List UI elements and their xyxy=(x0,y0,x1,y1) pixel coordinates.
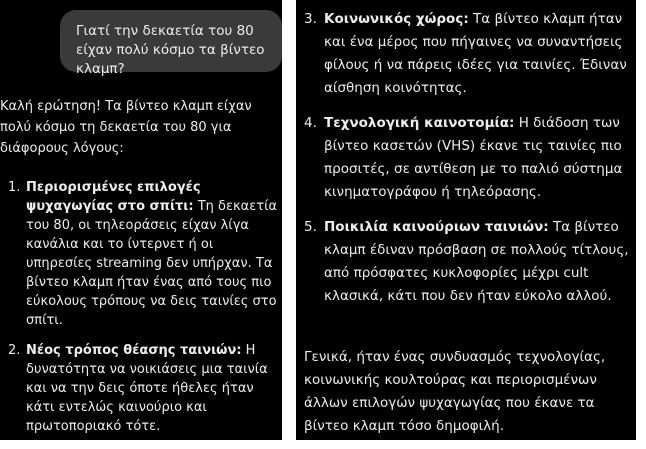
list-item-title: Τεχνολογική καινοτομία: xyxy=(324,115,515,131)
list-item-text: Τη δεκαετία του 80, οι τηλεοράσεις είχαν λίγα κανάλια και το ίντερνετ ή οι υπηρεσίες streaming δεν υπήρχαν. Τα βίντεο κλαμπ ήταν ένας από τους πιο εύκολους τρόπους να δεις ταινίες στο σπίτι. xyxy=(26,199,278,328)
user-message-text: Γιατί την δεκαετία του 80 είχαν πολύ κόσμο τα βίντεο κλαμπ? xyxy=(76,23,265,77)
list-item-number: 2. xyxy=(8,343,21,358)
reasons-list-part-2 xyxy=(304,8,636,320)
list-item xyxy=(304,216,636,308)
list-item-number: 4. xyxy=(304,115,317,131)
list-item xyxy=(0,178,282,330)
list-item-text: Η διάδοση των βίντεο κασετών (VHS) έκανε τις ταινίες πιο προσιτές, σε αντίθεση με το παλιό σύστημα κινηματογράφου ή τηλεόρασης. xyxy=(324,115,623,200)
list-item xyxy=(304,8,636,100)
list-item xyxy=(304,112,636,204)
list-item-text: Η δυνατότητα να νοικιάσεις μια ταινία και να την δεις όποτε ήθελες ήταν κάτι εντελώς καινούριο και πρωτοποριακό τότε. xyxy=(26,343,268,434)
list-item-text: Τα βίντεο κλαμπ έδιναν πρόσβαση σε πολλούς τίτλους, από πρόσφατες κυκλοφορίες μέχρι cult κλασικά, κάτι που δεν ήταν εύκολο αλλού. xyxy=(324,219,629,304)
reasons-list-part-1 xyxy=(0,178,282,436)
list-item-number: 3. xyxy=(304,11,317,27)
assistant-intro-text: Καλή ερώτηση! Τα βίντεο κλαμπ είχαν πολύ κόσμο τη δεκαετία του 80 για διάφορους λόγους: xyxy=(0,99,252,156)
list-item-title: Περιορισμένες επιλογές ψυχαγωγίας στο σπίτι: xyxy=(26,180,201,214)
user-message-bubble xyxy=(60,10,282,77)
chat-panel-left xyxy=(0,0,282,440)
list-item-number: 5. xyxy=(304,219,317,235)
list-item-text: Τα βίντεο κλαμπ ήταν και ένα μέρος που πήγαινες να συναντήσεις φίλους ή να πάρεις ιδέες για ταινίες. Έδιναν αίσθηση κοινότητας. xyxy=(324,11,627,96)
list-item xyxy=(0,341,282,436)
list-item-title: Νέος τρόπος θέασης ταινιών: xyxy=(26,343,242,358)
assistant-summary-text: Γενικά, ήταν ένας συνδυασμός τεχνολογίας, κοινωνικής κουλτούρας και περιορισμένων άλλων επιλογών ψυχαγωγίας που έκανε τα βίντεο κλαμπ τόσο δημοφιλή. xyxy=(304,349,606,434)
list-item-number: 1. xyxy=(8,180,21,195)
list-item-title: Ποικιλία καινούριων ταινιών: xyxy=(324,219,549,235)
list-item-title: Κοινωνικός χώρος: xyxy=(324,11,469,27)
chat-panel-right xyxy=(296,0,636,440)
